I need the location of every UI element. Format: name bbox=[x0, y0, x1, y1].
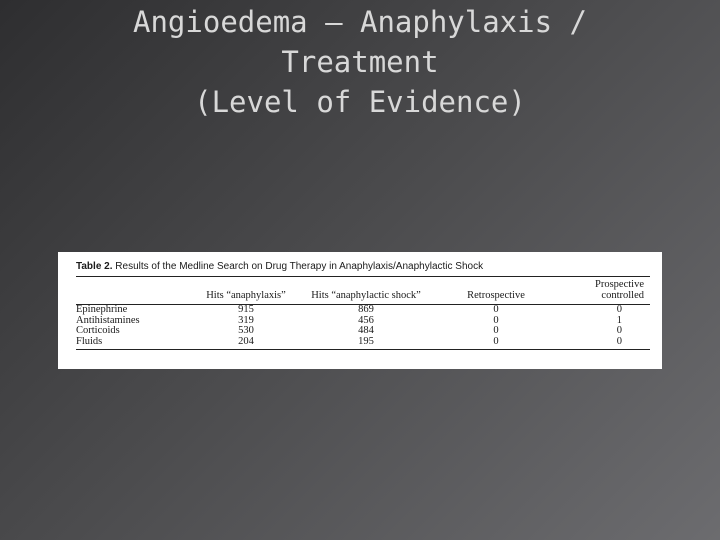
slide-title-line-3: (Level of Evidence) bbox=[194, 85, 526, 119]
cell-hits-anaphylaxis: 204 bbox=[238, 335, 254, 347]
header-hits-anaphylaxis: Hits “anaphylaxis” bbox=[206, 290, 286, 301]
table-caption-label: Table 2. bbox=[76, 261, 113, 272]
cell-drug: Antihistamines bbox=[76, 314, 140, 326]
table-header-row bbox=[76, 279, 650, 305]
cell-prospective: 0 bbox=[616, 325, 622, 336]
cell-drug: Corticoids bbox=[76, 325, 120, 336]
cell-prospective: 0 bbox=[616, 304, 622, 315]
header-prospective-controlled: Prospective controlled bbox=[595, 279, 644, 301]
cell-hits-anaphylaxis: 915 bbox=[238, 304, 254, 315]
cell-hits-anaphylaxis: 319 bbox=[238, 314, 254, 326]
slide-title-line-2: Treatment bbox=[281, 45, 439, 79]
cell-retrospective: 0 bbox=[493, 304, 499, 315]
cell-prospective: 0 bbox=[616, 335, 622, 347]
slide-title-line-1: Angioedema – Anaphylaxis / bbox=[133, 5, 587, 39]
cell-drug: Fluids bbox=[76, 335, 103, 347]
header-hits-anaphylactic-shock: Hits “anaphylactic shock” bbox=[311, 290, 421, 301]
cell-retrospective: 0 bbox=[493, 325, 499, 336]
cell-hits-shock: 456 bbox=[358, 314, 374, 326]
cell-hits-shock: 869 bbox=[358, 304, 374, 315]
table-row bbox=[76, 337, 650, 350]
cell-hits-shock: 484 bbox=[358, 325, 374, 336]
cell-drug: Epinephrine bbox=[76, 304, 128, 315]
header-retrospective: Retrospective bbox=[467, 290, 525, 301]
table-row bbox=[76, 305, 650, 316]
table-caption bbox=[76, 260, 650, 277]
cell-retrospective: 0 bbox=[493, 335, 499, 347]
table-caption-text: Results of the Medline Search on Drug Therapy in Anaphylaxis/Anaphylactic Shock bbox=[115, 261, 484, 272]
cell-hits-shock: 195 bbox=[358, 335, 374, 347]
cell-prospective: 1 bbox=[616, 314, 622, 326]
cell-retrospective: 0 bbox=[493, 314, 499, 326]
evidence-table-image bbox=[58, 252, 662, 369]
cell-hits-anaphylaxis: 530 bbox=[238, 325, 254, 336]
header-drug bbox=[76, 279, 196, 305]
table-row bbox=[76, 326, 650, 337]
evidence-table bbox=[76, 279, 650, 350]
slide-title bbox=[40, 2, 680, 122]
